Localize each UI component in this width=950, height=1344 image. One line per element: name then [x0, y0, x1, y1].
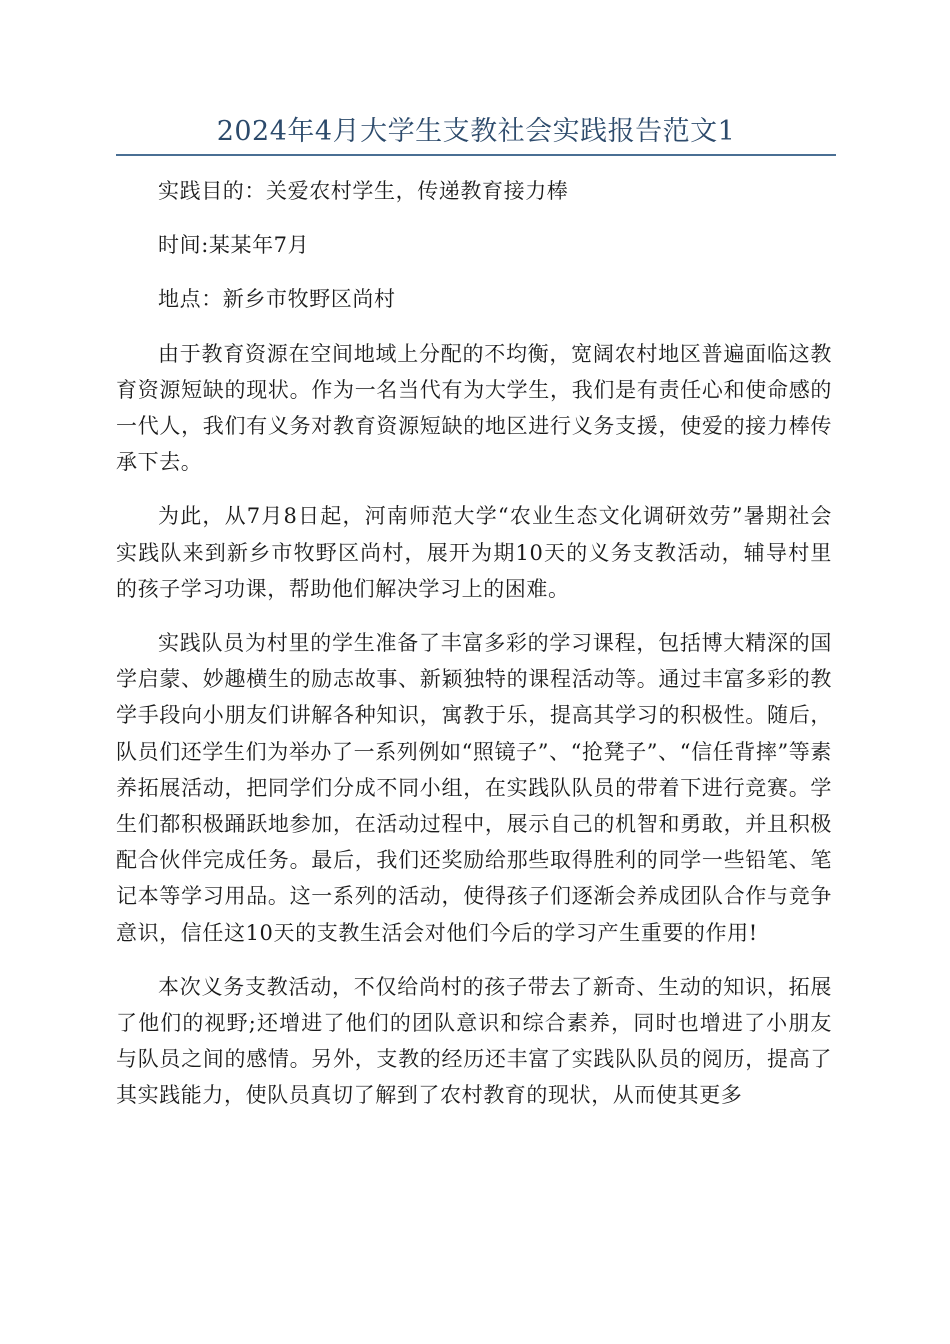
location-line: 地点：新乡市牧野区尚村 [158, 287, 396, 312]
document-body [116, 173, 832, 1132]
purpose-line: 实践目的：关爱农村学生，传递教育接力棒 [158, 179, 569, 203]
paragraph-courses: 实践队员为村里的学生准备了丰富多彩的学习课程，包括博大精深的国学启蒙、妙趣横生的励志故事、新颖独特的课程活动等。通过丰富多彩的教学手段向小朋友们讲解各种知识，寓教于乐，提高其学习的积极性。随后，队员们还学生们为举办了一系列例如“照镜子”、“抢凳子”、“信任背摔”等素养拓展活动，把同学们分成不同小组，在实践队队员的带着下进行竞赛。学生们都积极踊跃地参加，在活动过程中，展示自己的机智和勇敢，并且积极配合伙伴完成任务。最后，我们还奖励给那些取得胜利的同学一些铅笔、笔记本等学习用品。这一系列的活动，使得孩子们逐渐会养成团队合作与竞争意识，信任这10天的支教生活会对他们今后的学习产生重要的作用! [116, 631, 833, 945]
title-underline [116, 154, 836, 156]
page-title: 2024年4月大学生支教社会实践报告范文1 [216, 116, 736, 147]
paragraph-background: 由于教育资源在空间地域上分配的不均衡，宽阔农村地区普遍面临这教育资源短缺的现状。作为一名当代有为大学生，我们是有责任心和使命感的一代人，我们有义务对教育资源短缺的地区进行义务支援，使爱的接力棒传承下去。 [116, 341, 832, 475]
paragraph-activity-intro: 为此，从7月8日起，河南师范大学“农业生态文化调研效劳”暑期社会实践队来到新乡市牧野区尚村，展开为期10天的义务支教活动，辅导村里的孩子学习功课，帮助他们解决学习上的困难。 [116, 504, 832, 601]
paragraph-outcome: 本次义务支教活动，不仅给尚村的孩子带去了新奇、生动的知识，拓展了他们的视野;还增进了他们的团队意识和综合素养，同时也增进了小朋友与队员之间的感情。另外，支教的经历还丰富了实践队队员的阅历，提高了其实践能力，使队员真切了解到了农村教育的现状，从而使其更多 [116, 974, 832, 1108]
time-line: 时间:某某年7月 [158, 233, 310, 258]
